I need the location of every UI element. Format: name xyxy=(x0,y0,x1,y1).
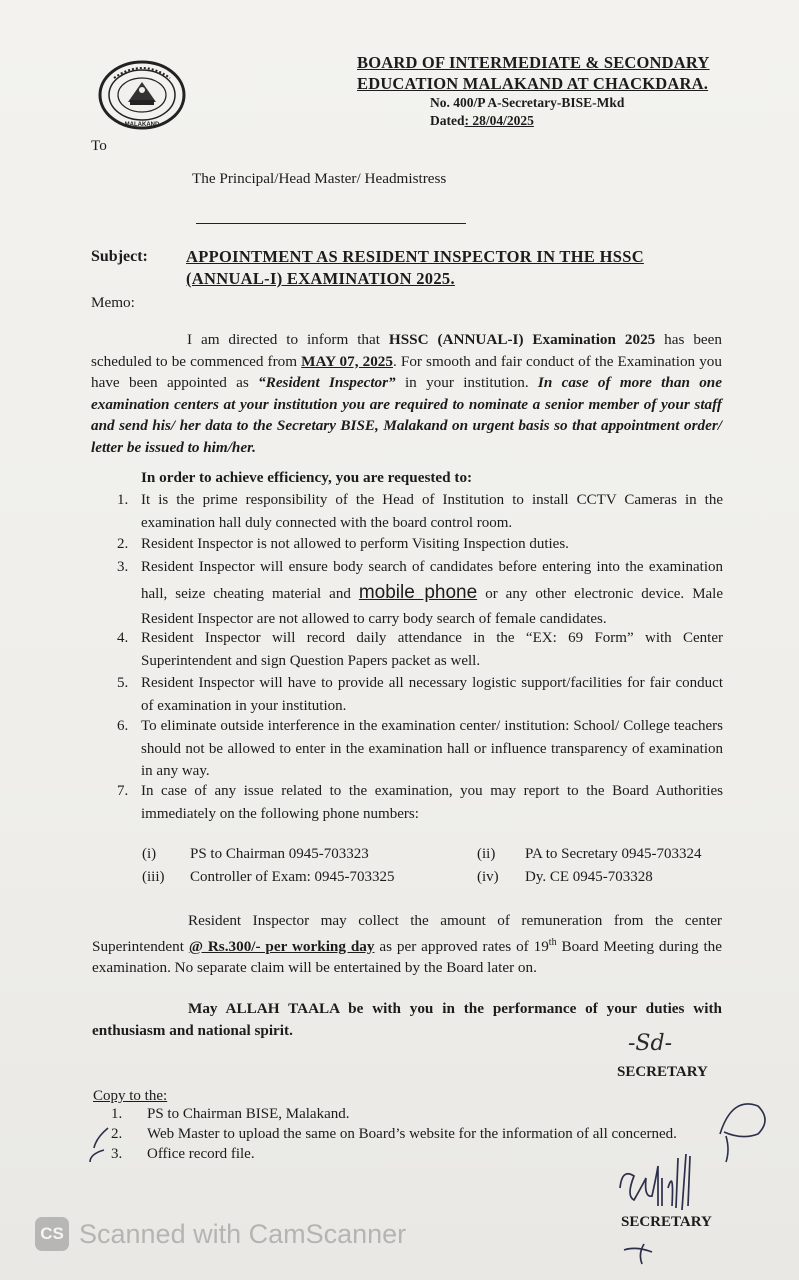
list-item xyxy=(117,715,723,783)
date-label: Dated xyxy=(430,113,465,128)
memo-label: Memo: xyxy=(91,294,135,311)
copy-heading: Copy to the: xyxy=(93,1088,168,1104)
intro-text-2: has been scheduled to be commenced from xyxy=(91,331,722,370)
reference-number: No. 400/P A-Secretary-BISE-Mkd xyxy=(430,95,625,110)
intro-text-1: I am directed to inform that xyxy=(187,331,389,348)
requests-heading: In order to achieve efficiency, you are requested to: xyxy=(141,469,473,486)
handwritten-tick-mark xyxy=(86,1124,123,1164)
intro-text-4: in your institution. xyxy=(395,374,538,392)
list-item xyxy=(117,672,723,718)
mobile-phone-highlight: mobile phone xyxy=(358,582,478,603)
list-text: In case of any issue related to the examination, you may report to the Board Authorities immediately on the following phone numbers: xyxy=(141,783,723,822)
list-number: 2. xyxy=(117,536,129,552)
list-number: 1. xyxy=(117,492,129,508)
date-value: : 28/04/2025 xyxy=(464,113,534,128)
handwritten-loop-mark xyxy=(712,1100,772,1170)
board-seal-logo xyxy=(98,60,188,132)
closing-paragraph: May ALLAH TAALA be with you in the performance of your duties with enthusiasm and national spirit. xyxy=(92,1000,722,1039)
date-line xyxy=(430,113,534,129)
phone-number-text: Controller of Exam: 0945-703325 xyxy=(190,869,395,885)
intro-start-date: MAY 07, 2025 xyxy=(301,352,393,370)
phone-number-text: PS to Chairman 0945-703323 xyxy=(190,846,369,862)
handwritten-arrow-mark xyxy=(620,1240,660,1266)
phone-number-num: (iii) xyxy=(142,869,165,885)
remuneration-sup: th xyxy=(548,936,557,948)
list-text xyxy=(141,555,723,632)
list-number: 5. xyxy=(117,675,129,691)
copy-item-number: 1. xyxy=(111,1106,123,1122)
list-text: It is the prime responsibility of the Head of Institution to install CCTV Cameras in the examination hall duly connected with the board control room. xyxy=(141,492,723,531)
secretary-label-2: SECRETARY xyxy=(621,1214,712,1230)
phone-number-num: (iv) xyxy=(477,869,499,885)
copy-item-number: 3. xyxy=(111,1146,123,1162)
phone-number-num: (i) xyxy=(142,846,157,862)
handwritten-signature xyxy=(612,1148,702,1220)
intro-paragraph xyxy=(91,329,722,459)
copy-item-number: 2. xyxy=(111,1126,123,1142)
intro-role: “Resident Inspector” xyxy=(258,374,396,392)
list-text: Resident Inspector will have to provide all necessary logistic support/facilities for fair conduct of examination in your institution. xyxy=(141,675,723,714)
list-item xyxy=(117,489,723,535)
list-number: 3. xyxy=(117,559,129,575)
intro-text-3: . For smooth and fair conduct of the Examination you have been appointed as xyxy=(91,352,722,392)
remuneration-rate: @ Rs.300/- per working day xyxy=(188,937,375,955)
list-item xyxy=(117,780,723,826)
phone-number-num: (ii) xyxy=(477,846,496,862)
camscanner-watermark xyxy=(35,1214,406,1254)
phone-number-text: PA to Secretary 0945-703324 xyxy=(525,846,702,862)
recipient-blank-line xyxy=(196,223,466,224)
copy-item-text: Office record file. xyxy=(147,1146,255,1162)
list-text-part: or any other electronic device. Male Resident Inspector are not allowed to carry body search of female candidates. xyxy=(141,586,724,627)
subject-line2: (ANNUAL-I) EXAMINATION 2025. xyxy=(186,269,455,288)
signature-sd: -Sd- xyxy=(628,1031,673,1056)
subject-label: Subject: xyxy=(91,248,148,265)
remuneration-paragraph xyxy=(92,910,722,979)
list-text: To eliminate outside interference in the examination center/ institution: School/ College teachers should not be allowed to enter in the examination hall or influence transparency of examination in any way. xyxy=(141,718,723,779)
remuneration-text-2: as per approved rates of 19 xyxy=(374,937,549,955)
list-item xyxy=(117,533,723,557)
remuneration-text-1: Resident Inspector may collect the amount of remuneration from the center Superintendent xyxy=(92,912,722,955)
list-item xyxy=(117,555,723,625)
list-number: 6. xyxy=(117,718,129,734)
phone-number-text: Dy. CE 0945-703328 xyxy=(525,869,653,885)
list-number: 7. xyxy=(117,783,129,799)
list-text: Resident Inspector is not allowed to perform Visiting Inspection duties. xyxy=(141,536,569,552)
subject-line1: APPOINTMENT AS RESIDENT INSPECTOR IN THE HSSC xyxy=(186,247,644,266)
board-name-line1: BOARD OF INTERMEDIATE & SECONDARY xyxy=(357,53,710,72)
list-number: 4. xyxy=(117,630,129,646)
recipient: The Principal/Head Master/ Headmistress xyxy=(192,170,447,187)
list-item xyxy=(117,627,723,673)
board-name-line2: EDUCATION MALAKAND AT CHACKDARA. xyxy=(357,74,709,93)
copy-item-text: Web Master to upload the same on Board’s website for the information of all concerned. xyxy=(147,1126,677,1142)
svg-text:MALAKAND: MALAKAND xyxy=(124,122,160,128)
intro-exam-name: HSSC (ANNUAL-I) Examination 2025 xyxy=(388,331,656,348)
list-text-part: Resident Inspector will ensure body search of candidates before entering into the examination hall, seize cheating material and xyxy=(141,559,723,602)
copy-item-text: PS to Chairman BISE, Malakand. xyxy=(147,1106,350,1122)
camscanner-logo: CS xyxy=(35,1217,69,1251)
list-text: Resident Inspector will record daily attendance in the “EX: 69 Form” with Center Superintendent and sign Question Papers packet as well. xyxy=(141,630,723,669)
to-label: To xyxy=(91,137,107,154)
intro-instruction: In case of more than one examination centers at your institution you are required to nominate a senior member of your staff and send his/ her data to the Secretary BISE, Malakand on urgent basis so that appointment order/ letter be issued to him/her. xyxy=(91,374,722,456)
camscanner-text: Scanned with CamScanner xyxy=(79,1218,407,1249)
remuneration-text-3: Board Meeting during the examination. No separate claim will be entertained by the Board later on. xyxy=(92,937,723,977)
secretary-label: SECRETARY xyxy=(617,1064,708,1080)
